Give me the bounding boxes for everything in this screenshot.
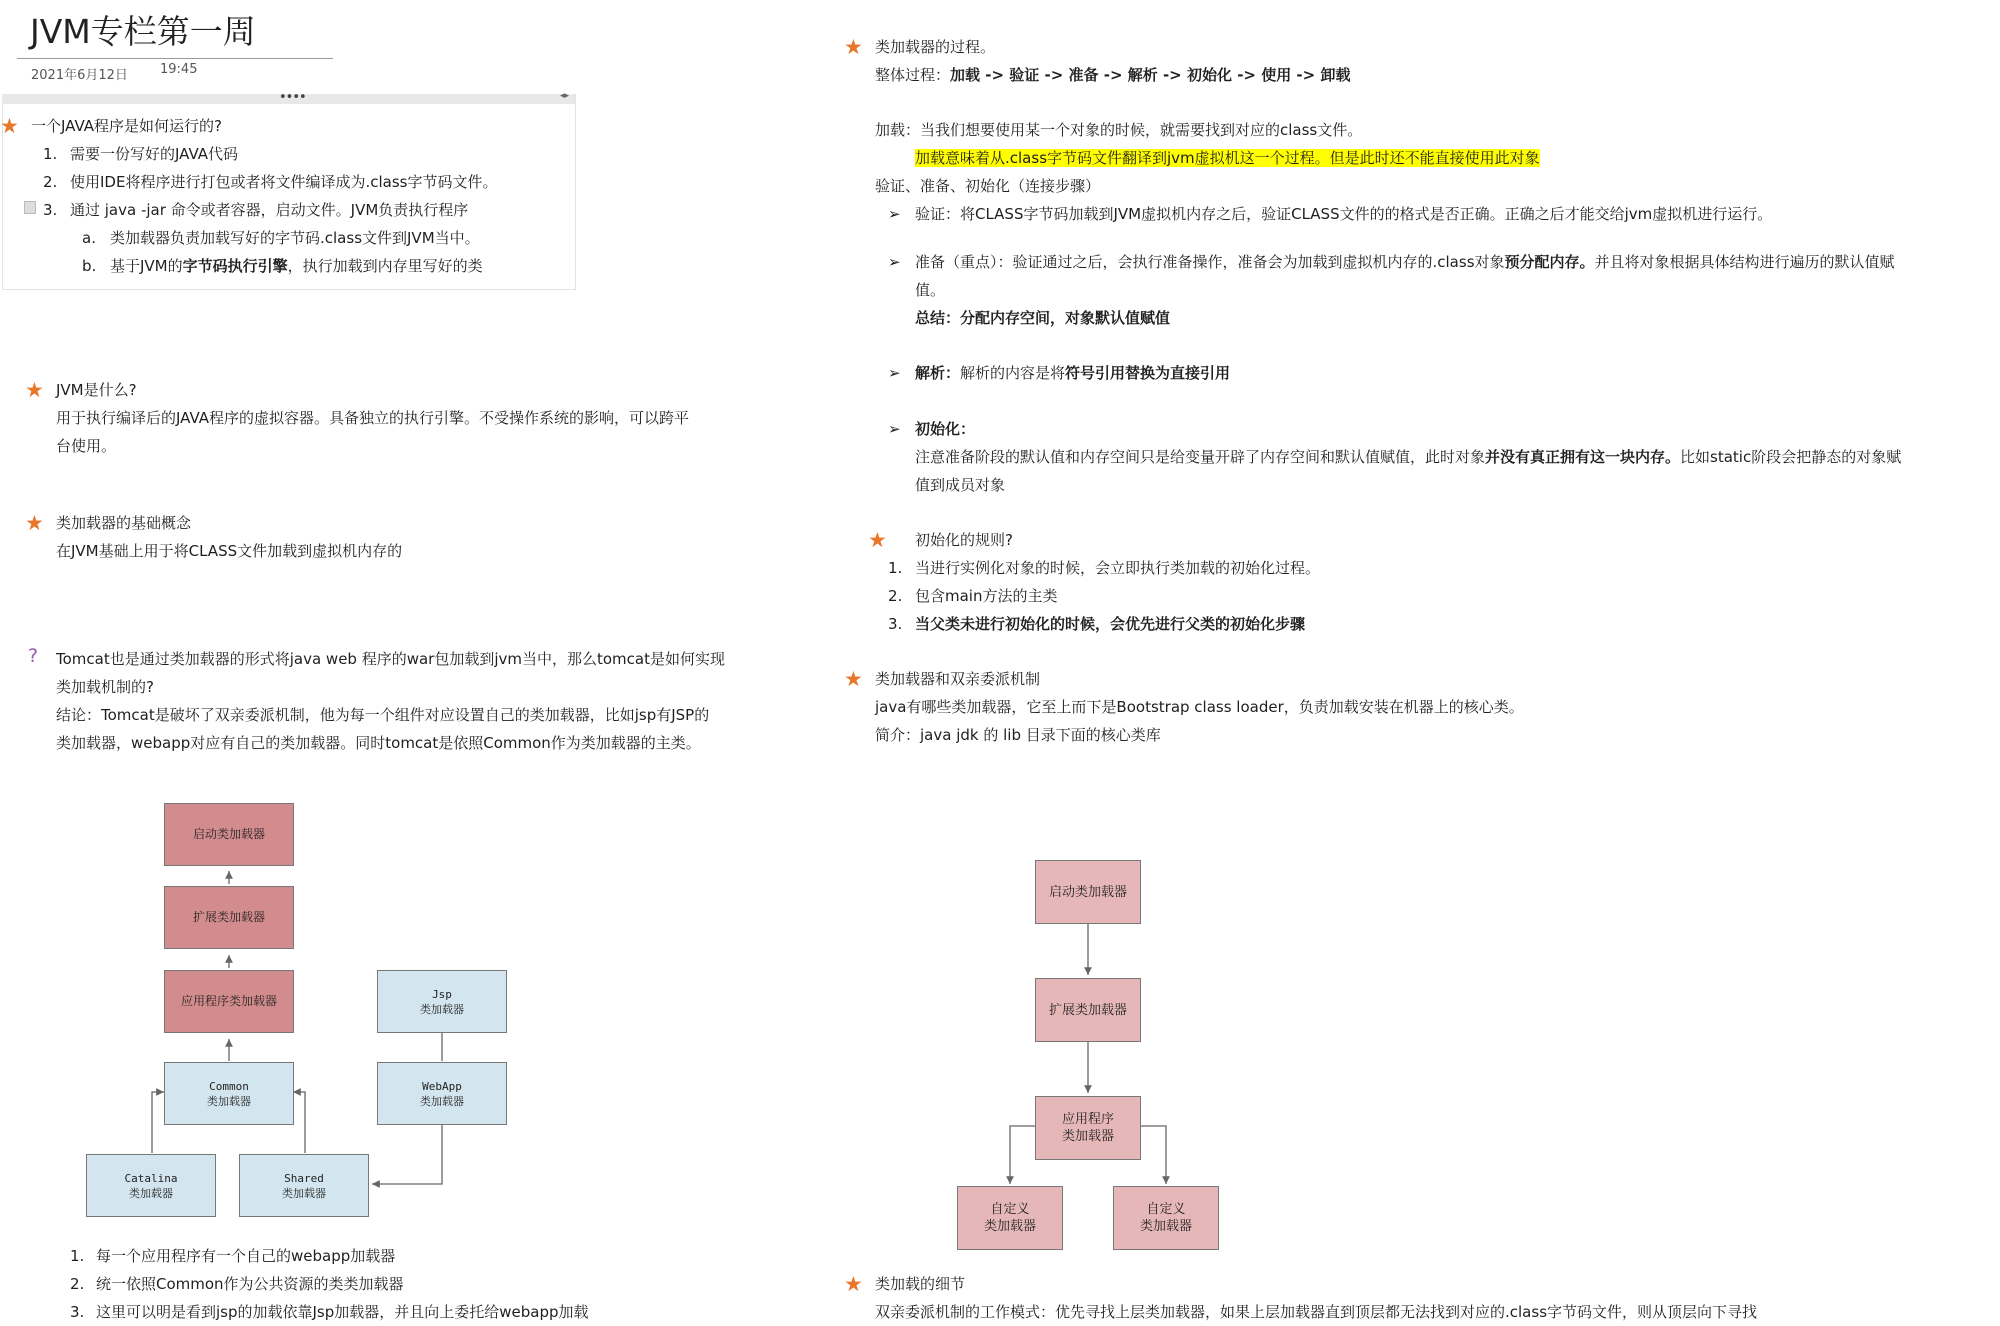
boot-loader-box[interactable] xyxy=(164,803,294,866)
star-tag-icon: ★ xyxy=(0,114,19,138)
bold-text: 字节码执行引擎 xyxy=(182,257,288,275)
list-item[interactable]: 通过 java -jar 命令或者容器，启动文件。JVM负责执行程序 xyxy=(70,201,469,219)
list-item[interactable]: 当父类未进行初始化的时候，会优先进行父类的初始化步骤 xyxy=(915,615,1306,633)
text-run: 注意准备阶段的默认值和内存空间只是给变量开辟了内存空间和默认值赋值，此时对象 xyxy=(915,448,1486,466)
bullet-arrow-icon: ➢ xyxy=(888,364,901,382)
list-item[interactable]: 每一个应用程序有一个自己的webapp加载器 xyxy=(96,1247,396,1265)
shared-loader-box[interactable] xyxy=(239,1154,369,1217)
bold-text: 符号引用替换为直接引用 xyxy=(1065,364,1231,382)
list-number: 3. xyxy=(43,201,58,219)
text-run: 比如static阶段会把静态的对象赋 xyxy=(1680,448,1902,466)
paragraph[interactable] xyxy=(875,61,1350,89)
page-time: 19:45 xyxy=(160,62,198,77)
paragraph[interactable]: 类加载器，webapp对应有自己的类加载器。同时tomcat是依照Common作为类加载器的主类。 xyxy=(56,734,701,752)
list-item[interactable]: 统一依照Common作为公共资源的类类加载器 xyxy=(96,1275,404,1293)
paragraph[interactable]: 总结：分配内存空间，对象默认值赋值 xyxy=(915,309,1171,327)
star-tag-icon: ★ xyxy=(868,528,887,552)
box-label: 自定义 xyxy=(1146,1202,1186,1217)
paragraph[interactable] xyxy=(915,144,1540,172)
paragraph[interactable]: 双亲委派机制的工作模式：优先寻找上层类加载器，如果上层加载器直到顶层都无法找到对应的.class字节码文件，则从顶层向下寻找 xyxy=(875,1303,1758,1321)
list-item[interactable]: 需要一份写好的JAVA代码 xyxy=(70,145,239,163)
bold-text: 预分配内存。 xyxy=(1504,253,1595,271)
box-label: Jsp xyxy=(432,987,452,1001)
bold-text: 解析： xyxy=(915,364,961,382)
box-label: 扩展类加载器 xyxy=(192,910,265,924)
text-run: 基于JVM的 xyxy=(110,257,183,275)
question-tag-icon: ? xyxy=(28,645,39,667)
list-number: 2. xyxy=(43,173,58,191)
list-number: 1. xyxy=(43,145,58,163)
connector-arrow xyxy=(152,1092,164,1153)
box-label: 启动类加载器 xyxy=(1048,884,1127,900)
star-tag-icon: ★ xyxy=(25,378,44,402)
custom-loader-box[interactable] xyxy=(957,1186,1063,1250)
box-label: 类加载器 xyxy=(420,1094,464,1108)
list-number: 3. xyxy=(70,1303,85,1321)
box-label: 启动类加载器 xyxy=(192,827,265,841)
ext-loader-box[interactable] xyxy=(164,886,294,949)
page-title[interactable]: JVM专栏第一周 xyxy=(30,12,256,51)
text-run: 准备（重点）：验证通过之后，会执行准备操作，准备会为加载到虚拟机内存的.class对象 xyxy=(915,253,1505,271)
ext-loader-box[interactable] xyxy=(1035,978,1141,1042)
list-item[interactable]: 使用IDE将程序进行打包或者将文件编译成为.class字节码文件。 xyxy=(70,173,498,191)
box-label: 类加载器 xyxy=(282,1186,326,1200)
box-label: 应用程序类加载器 xyxy=(180,994,277,1008)
jsp-loader-box[interactable] xyxy=(377,970,507,1033)
list-number: 2. xyxy=(888,587,903,605)
catalina-loader-box[interactable] xyxy=(86,1154,216,1217)
paragraph[interactable]: 结论：Tomcat是破坏了双亲委派机制，他为每一个组件对应设置自己的类加载器，比如jsp有JSP的 xyxy=(56,706,710,724)
star-tag-icon: ★ xyxy=(844,1272,863,1296)
text-run: 并且将对象根据具体结构进行遍历的默认值赋 xyxy=(1594,253,1895,271)
paragraph[interactable]: Tomcat也是通过类加载器的形式将java web 程序的war包加载到jvm当中，那么tomcat是如何实现 xyxy=(56,650,725,668)
connector-arrow xyxy=(293,1092,305,1153)
star-tag-icon: ★ xyxy=(844,35,863,59)
paragraph[interactable] xyxy=(915,443,1901,471)
boot-loader-box[interactable] xyxy=(1035,860,1141,924)
box-label: 类加载器 xyxy=(1139,1219,1192,1234)
paragraph[interactable]: 类加载机制的? xyxy=(56,678,154,696)
bullet-arrow-icon: ➢ xyxy=(888,205,901,223)
list-number: 1. xyxy=(888,559,903,577)
paragraph[interactable]: 在JVM基础上用于将CLASS文件加载到虚拟机内存的 xyxy=(56,542,403,560)
section-heading[interactable]: 类加载器的基础概念 xyxy=(56,514,192,532)
paragraph[interactable]: 初始化： xyxy=(915,420,976,438)
paragraph[interactable]: 加载：当我们想要使用某一个对象的时候，就需要找到对应的class文件。 xyxy=(875,121,1363,139)
paragraph[interactable]: 台使用。 xyxy=(56,437,117,455)
list-number: 1. xyxy=(70,1247,85,1265)
paragraph[interactable]: 验证：将CLASS字节码加载到JVM虚拟机内存之后，验证CLASS文件的的格式是否正确。正确之后才能交给jvm虚拟机进行运行。 xyxy=(915,205,1773,223)
box-label: 类加载器 xyxy=(1061,1129,1114,1144)
paragraph[interactable]: 值。 xyxy=(915,281,946,299)
list-item[interactable]: 当进行实例化对象的时候，会立即执行类加载的初始化过程。 xyxy=(915,559,1321,577)
text-run: ，执行加载到内存里写好的类 xyxy=(287,257,483,275)
resize-arrows-icon[interactable]: ◂▸ xyxy=(560,91,570,101)
box-label: 类加载器 xyxy=(420,1002,464,1016)
list-number: 2. xyxy=(70,1275,85,1293)
app-loader-box[interactable] xyxy=(1035,1096,1141,1160)
drag-handle-icon[interactable]: •••• xyxy=(279,90,306,105)
bold-text: 加载 -> 验证 -> 准备 -> 解析 -> 初始化 -> 使用 -> 卸载 xyxy=(950,66,1351,84)
list-number: 3. xyxy=(888,615,903,633)
highlighted-text: 加载意味着从.class字节码文件翻译到jvm虚拟机这一个过程。但是此时还不能直接使用此对象 xyxy=(915,149,1540,167)
star-tag-icon: ★ xyxy=(25,511,44,535)
section-heading[interactable]: 类加载器的过程。 xyxy=(875,38,996,56)
list-letter: a. xyxy=(82,229,96,247)
box-label: Catalina xyxy=(124,1171,178,1185)
text-run: 整体过程： xyxy=(875,66,951,84)
box-label: 类加载器 xyxy=(207,1094,251,1108)
tomcat-diagram-connectors xyxy=(0,0,620,1300)
paragraph[interactable]: 验证、准备、初始化（连接步骤） xyxy=(875,177,1101,195)
box-label: WebApp xyxy=(422,1079,462,1093)
box-label: Shared xyxy=(284,1171,324,1185)
list-item[interactable]: 类加载器负责加载写好的字节码.class文件到JVM当中。 xyxy=(110,229,480,247)
bullet-arrow-icon: ➢ xyxy=(888,420,901,438)
list-letter: b. xyxy=(82,257,97,275)
section-heading[interactable]: 类加载器和双亲委派机制 xyxy=(875,670,1041,688)
bullet-arrow-icon: ➢ xyxy=(888,253,901,271)
paragraph[interactable]: 简介：java jdk 的 lib 目录下面的核心类库 xyxy=(875,726,1161,744)
connector-arrow xyxy=(372,1123,442,1184)
box-label: 类加载器 xyxy=(129,1186,173,1200)
box-label: 自定义 xyxy=(990,1202,1030,1217)
section-heading[interactable]: 初始化的规则? xyxy=(915,531,1013,549)
paragraph[interactable] xyxy=(915,359,1230,387)
paragraph[interactable] xyxy=(915,248,1895,276)
custom-loader-box[interactable] xyxy=(1113,1186,1219,1250)
bold-text: 并没有真正拥有这一块内存。 xyxy=(1485,448,1681,466)
box-label: Common xyxy=(209,1079,249,1093)
box-label: 类加载器 xyxy=(983,1219,1036,1234)
page-date: 2021年6月12日 xyxy=(31,68,128,83)
webapp-loader-box[interactable] xyxy=(377,1062,507,1125)
list-item[interactable]: 包含main方法的主类 xyxy=(915,587,1058,605)
connector-arrow xyxy=(1010,1126,1035,1184)
section-heading[interactable]: 一个JAVA程序是如何运行的? xyxy=(31,117,222,135)
app-loader-box[interactable] xyxy=(164,970,294,1033)
box-label: 扩展类加载器 xyxy=(1048,1002,1127,1018)
connector-arrow xyxy=(1141,1126,1166,1184)
star-tag-icon: ★ xyxy=(844,667,863,691)
section-heading[interactable]: JVM是什么? xyxy=(56,381,137,399)
paragraph[interactable]: java有哪些类加载器，它至上而下是Bootstrap class loader，负责加载安装在机器上的核心类。 xyxy=(875,698,1524,716)
common-loader-box[interactable] xyxy=(164,1062,294,1125)
paragraph[interactable]: 值到成员对象 xyxy=(915,476,1006,494)
section-heading[interactable]: 类加载的细节 xyxy=(875,1275,966,1293)
list-item[interactable]: 这里可以明是看到jsp的加载依靠Jsp加载器，并且向上委托给webapp加载 xyxy=(96,1303,589,1321)
box-label: 应用程序 xyxy=(1061,1112,1114,1127)
paragraph[interactable]: 用于执行编译后的JAVA程序的虚拟容器。具备独立的执行引擎。不受操作系统的影响，可以跨平 xyxy=(56,409,690,427)
text-run: 解析的内容是将 xyxy=(960,364,1066,382)
